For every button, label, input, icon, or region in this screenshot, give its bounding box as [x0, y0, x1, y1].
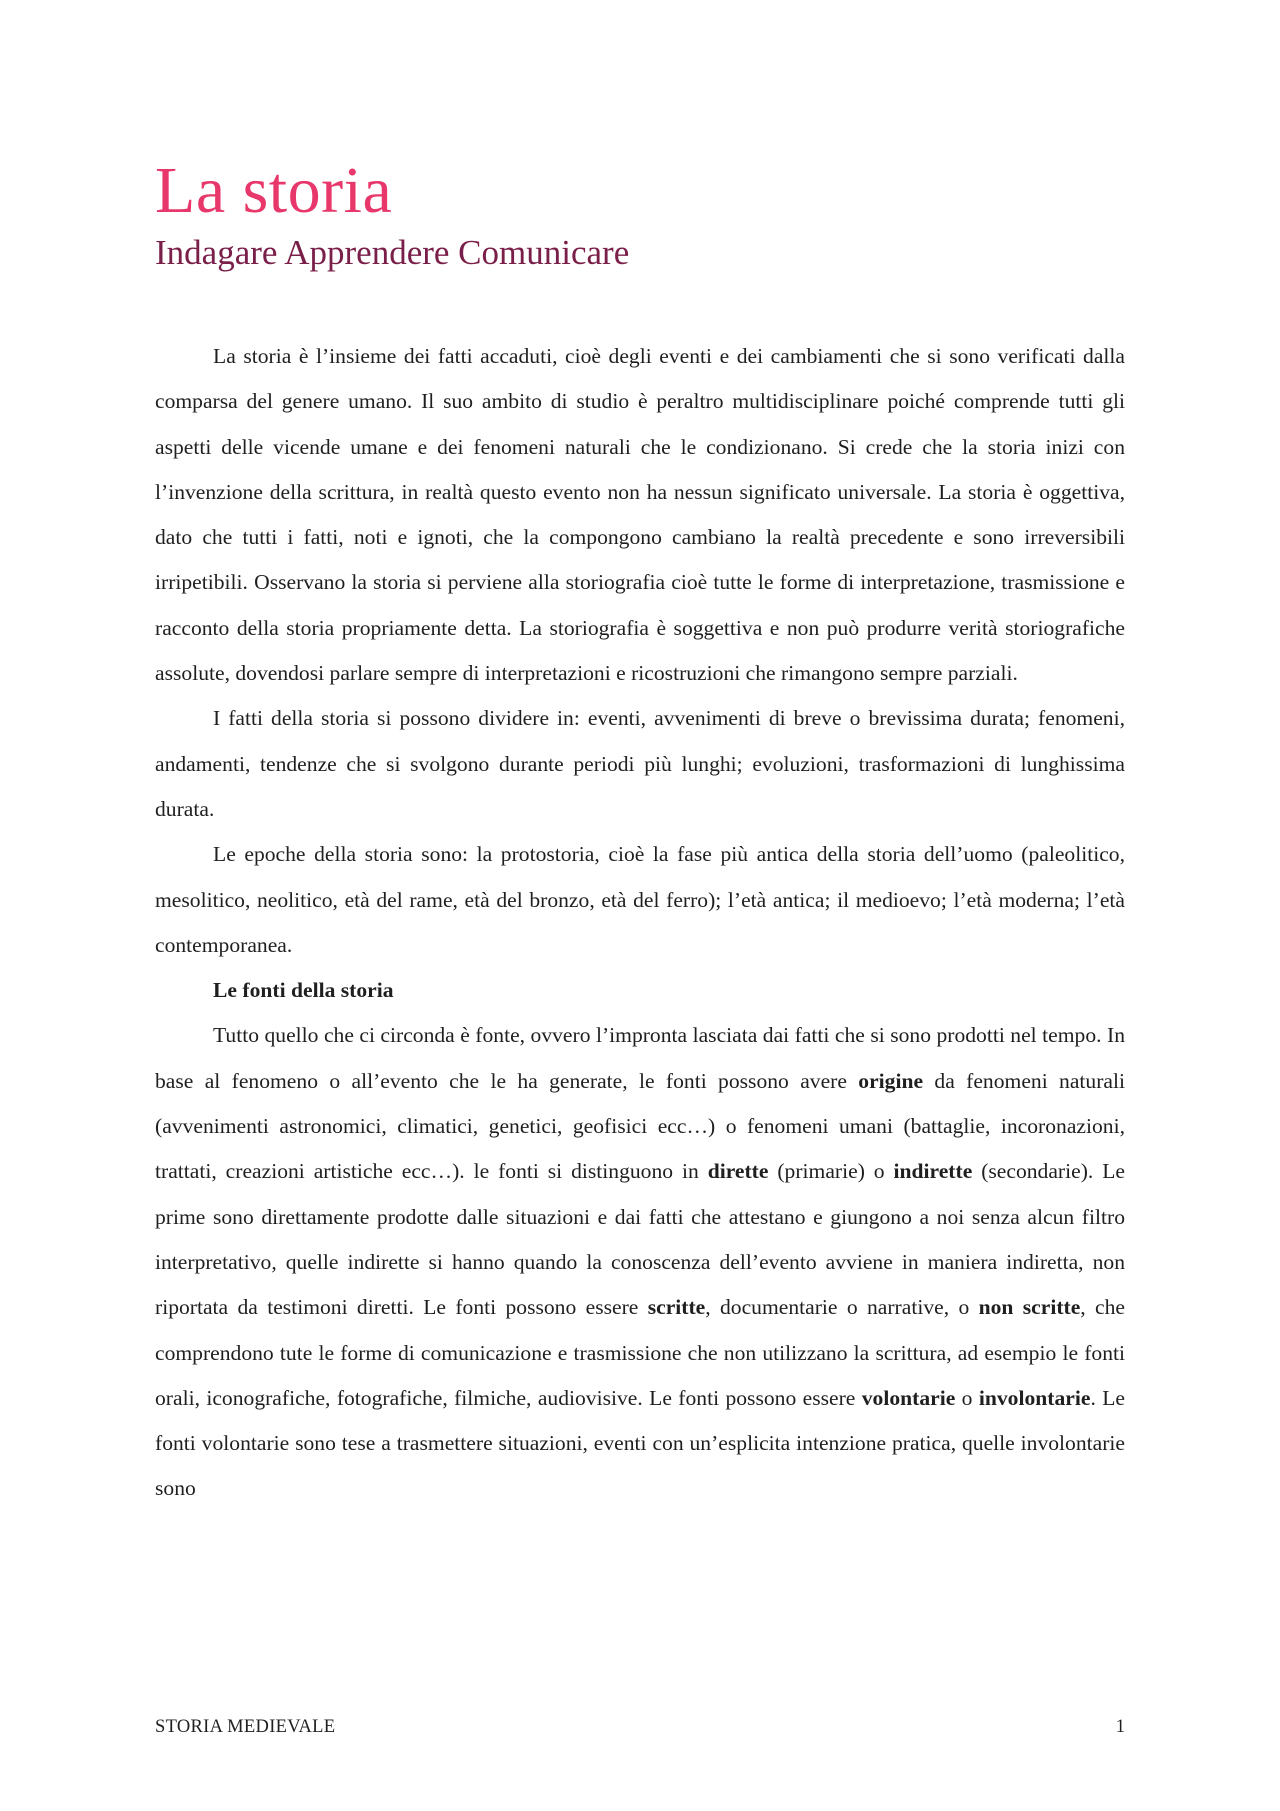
- bold-term: indirette: [893, 1159, 973, 1184]
- text-run: (secondarie). Le prime sono direttamente prodotte dalle situazioni e dai fatti che attestano e giungono a noi senza alcun filtro interpretativo, quelle indirette si hanno quando la conoscenza dell’evento avviene in maniera indiretta, non riportata da testimoni diretti. Le fonti possono essere: [155, 1159, 1125, 1320]
- text-run: o: [955, 1385, 979, 1410]
- text-run: , che comprendono tute le forme di comunicazione e trasmissione che non utilizzano la scrittura, ad esempio le fonti orali, iconografiche, fotografiche, filmiche, audiovisive. Le fonti possono essere: [155, 1295, 1126, 1410]
- body-paragraph: [155, 696, 1125, 832]
- bold-term: involontarie: [978, 1385, 1091, 1410]
- bold-term: scritte: [647, 1295, 706, 1320]
- body-paragraph: [155, 1013, 1125, 1511]
- text-run: . Le fonti volontarie sono tese a trasmettere situazioni, eventi con un’esplicita intenzione pratica, quelle involontarie sono: [155, 1385, 1125, 1501]
- text-run: , documentarie o narrative, o: [705, 1295, 979, 1320]
- footer-course-title: STORIA MEDIEVALE: [155, 1717, 336, 1737]
- page-subtitle: Indagare Apprendere Comunicare: [155, 233, 630, 272]
- text-run: I fatti della storia si possono dividere in: eventi, avvenimenti di breve o brevissima durata; fenomeni, andamenti, tendenze che si svolgono durante periodi più lunghi; evoluzioni, trasformazioni di lunghissima durata.: [155, 706, 1125, 821]
- bold-term: Le fonti della storia: [213, 978, 394, 1003]
- body-paragraph: [155, 832, 1125, 968]
- body-text: [155, 334, 1125, 1512]
- text-run: La storia è l’insieme dei fatti accaduti, cioè degli eventi e dei cambiamenti che si sono verificati dalla comparsa del genere umano. Il suo ambito di studio è peraltro multidisciplinare poiché comprende tutti gli aspetti delle vicende umane e dei fenomeni naturali che le condizionano. Si crede che la storia inizi con l’invenzione della scrittura, in realtà questo evento non ha nessun significato universale. La storia è oggettiva, dato che tutti i fatti, noti e ignoti, che la compongono cambiano la realtà precedente e sono irreversibili irripetibili. Osservano la storia si perviene alla storiografia cioè tutte le forme di interpretazione, trasmissione e racconto della storia propriamente detta. La storiografia è soggettiva e non può produrre verità storiografiche assolute, dovendosi parlare sempre di interpretazioni e ricostruzioni che rimangono sempre parziali.: [155, 344, 1125, 686]
- page-title: La storia: [155, 154, 393, 227]
- bold-term: non scritte: [978, 1295, 1081, 1320]
- text-run: da fenomeni naturali (avvenimenti astronomici, climatici, genetici, geofisici ecc…) o fenomeni umani (battaglie, incoronazioni, trattati, creazioni artistiche ecc…). le fonti si distinguono in: [155, 1068, 1125, 1184]
- section-heading: [155, 968, 1125, 1013]
- body-paragraph: [155, 334, 1125, 696]
- bold-term: dirette: [707, 1159, 769, 1184]
- bold-term: origine: [858, 1068, 924, 1093]
- page-number: 1: [1115, 1717, 1125, 1737]
- document-page: [155, 0, 1125, 1811]
- text-run: Tutto quello che ci circonda è fonte, ovvero l’impronta lasciata dai fatti che si sono prodotti nel tempo. In base al fenomeno o all’evento che le ha generate, le fonti possono avere: [155, 1023, 1125, 1093]
- text-run: (primarie) o: [768, 1159, 894, 1184]
- text-run: Le epoche della storia sono: la protostoria, cioè la fase più antica della storia dell’uomo (paleolitico, mesolitico, neolitico, età del rame, età del bronzo, età del ferro); l’età antica; il medioevo; l’età moderna; l’età contemporanea.: [155, 842, 1125, 957]
- bold-term: volontarie: [861, 1385, 956, 1410]
